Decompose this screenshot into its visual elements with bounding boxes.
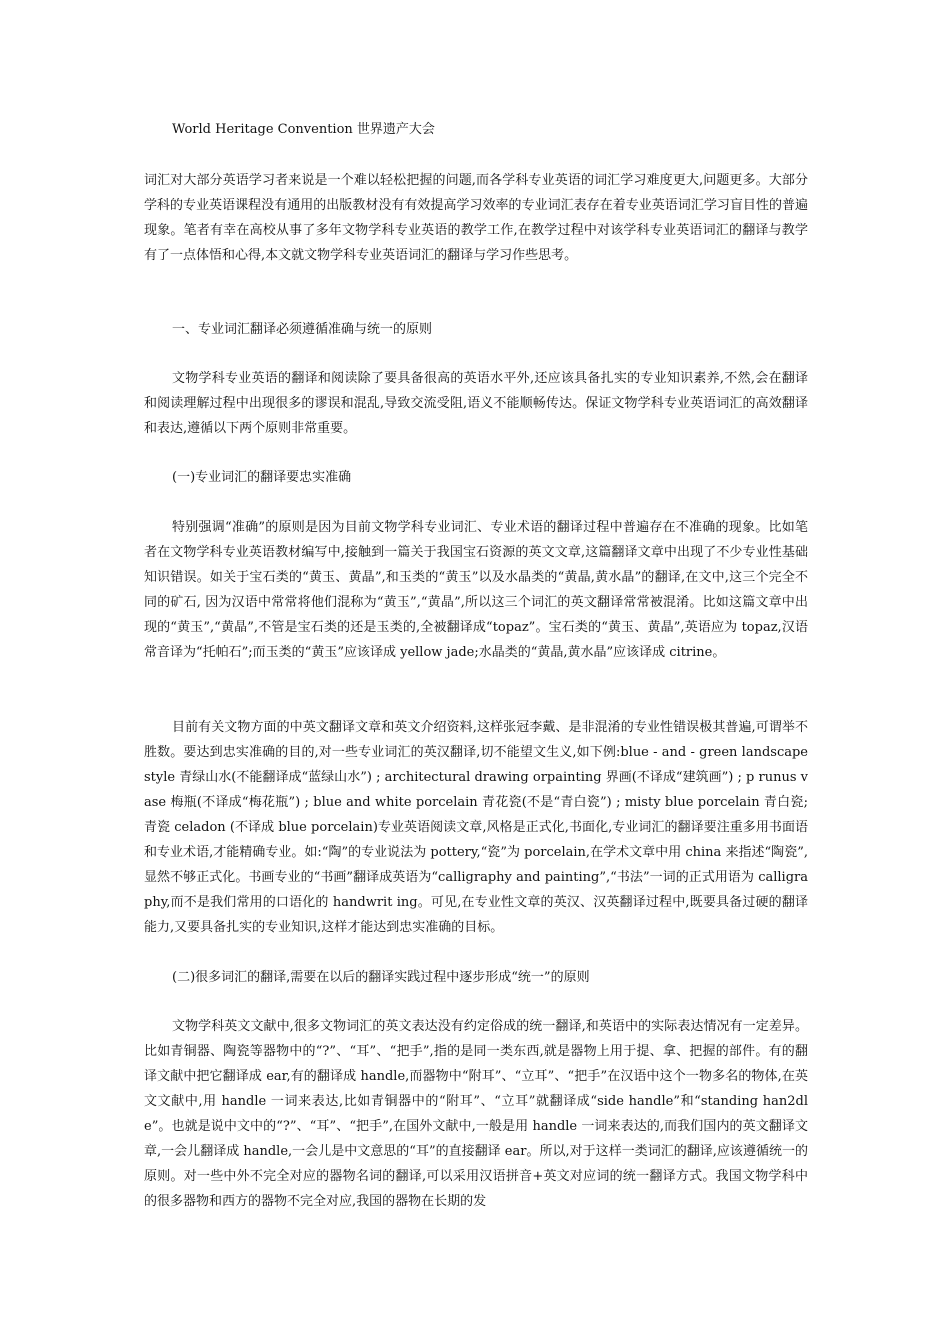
section-1-paragraph: 文物学科专业英语的翻译和阅读除了要具备很高的英语水平外,还应该具备扎实的专业知识素养,不然,会在翻译和阅读理解过程中出现很多的谬误和混乱,导致交流受阻,语义不能顺畅传达。保证文物学科专业英语词汇的高效翻译和表达,遵循以下两个原则非常重要。: [144, 371, 808, 436]
subsection-2-heading: (二)很多词汇的翻译,需要在以后的翻译实践过程中逐步形成“统一”的原则: [172, 970, 590, 985]
section-1-heading: 一、专业词汇翻译必须遵循准确与统一的原则: [172, 322, 433, 337]
subsection-2-paragraph: 文物学科英文文献中,很多文物词汇的英文表达没有约定俗成的统一翻译,和英语中的实际表达情况有一定差异。比如青铜器、陶瓷等器物中的“?”、“耳”、“把手”,指的是同一类东西,就是器物上用于提、拿、把握的部件。有的翻译文献中把它翻译成 ear,有的翻译成 handle,而器物中“附耳”、“立耳”、“把手”在汉语中这个一物多名的物体,在英文文献中,用 handle 一词来表达,比如青铜器中的“附耳”、“立耳”就翻译成“side handle”和“standing han2dle”。也就是说中文中的“?”、“耳”、“把手”,在国外文献中,一般是用 handle 一词来表达的,而我们国内的英文翻译文章,一会儿翻译成 handle,一会儿是中文意思的“耳”的直接翻译 ear。所以,对于这样一类词汇的翻译,应该遵循统一的原则。对一些中外不完全对应的器物名词的翻译,可以采用汉语拼音+英文对应词的统一翻译方式。我国文物学科中的很多器物和西方的器物不完全对应,我国的器物在长期的发: [144, 1019, 808, 1209]
intro-paragraph: 词汇对大部分英语学习者来说是一个难以轻松把握的问题,而各学科专业英语的词汇学习难度更大,问题更多。大部分学科的专业英语课程没有通用的出版教材没有有效提高学习效率的专业词汇表存在着专业英语词汇学习盲目性的普遍现象。笔者有幸在高校从事了多年文物学科专业英语的教学工作,在教学过程中对该学科专业英语词汇的翻译与教学有了一点体悟和心得,本文就文物学科专业英语词汇的翻译与学习作些思考。: [144, 173, 808, 263]
subsection-1-heading: (一)专业词汇的翻译要忠实准确: [172, 470, 352, 485]
document-title: World Heritage Convention 世界遗产大会: [172, 122, 435, 137]
subsection-1-paragraph-2: 目前有关文物方面的中英文翻译文章和英文介绍资料,这样张冠李戴、是非混淆的专业性错误极其普遍,可谓举不胜数。要达到忠实准确的目的,对一些专业词汇的英汉翻译,切不能望文生义,如下例:blue - and - green landscape style 青绿山水(不能翻译成“蓝绿山水”) ; architectural drawing orpainting 界画(不译成“建筑画”) ; p runus vase 梅瓶(不译成“梅花瓶”) ; blue and white porcelain 青花瓷(不是“青白瓷”) ; misty blue porcelain 青白瓷;青瓷 celadon (不译成 blue porcelain)专业英语阅读文章,风格是正式化,书面化,专业词汇的翻译要注重多用书面语和专业术语,才能精确专业。如:“陶”的专业说法为 pottery,“瓷”为 porcelain,在学术文章中用 china 来指述“陶瓷”,显然不够正式化。书画专业的“书画”翻译成英语为“calligraphy and painting”,“书法”一词的正式用语为 calligraphy,而不是我们常用的口语化的 handwrit ing。可见,在专业性文章的英汉、汉英翻译过程中,既要具备过硬的翻译能力,又要具备扎实的专业知识,这样才能达到忠实准确的目标。: [144, 720, 808, 935]
subsection-1-paragraph-1: 特别强调“准确”的原则是因为目前文物学科专业词汇、专业术语的翻译过程中普遍存在不准确的现象。比如笔者在文物学科专业英语教材编写中,接触到一篇关于我国宝石资源的英文文章,这篇翻译文章中出现了不少专业性基础知识错误。如关于宝石类的“黄玉、黄晶”,和玉类的“黄玉”以及水晶类的“黄晶,黄水晶”的翻译,在文中,这三个完全不同的矿石, 因为汉语中常常将他们混称为“黄玉”,“黄晶”,所以这三个词汇的英文翻译常常被混淆。比如这篇文章中出现的“黄玉”,“黄晶”,不管是宝石类的还是玉类的,全被翻译成“topaz”。宝石类的“黄玉、黄晶”,英语应为 topaz,汉语常音译为“托帕石”;而玉类的“黄玉”应该译成 yellow jade;水晶类的“黄晶,黄水晶”应该译成 citrine。: [144, 520, 808, 660]
